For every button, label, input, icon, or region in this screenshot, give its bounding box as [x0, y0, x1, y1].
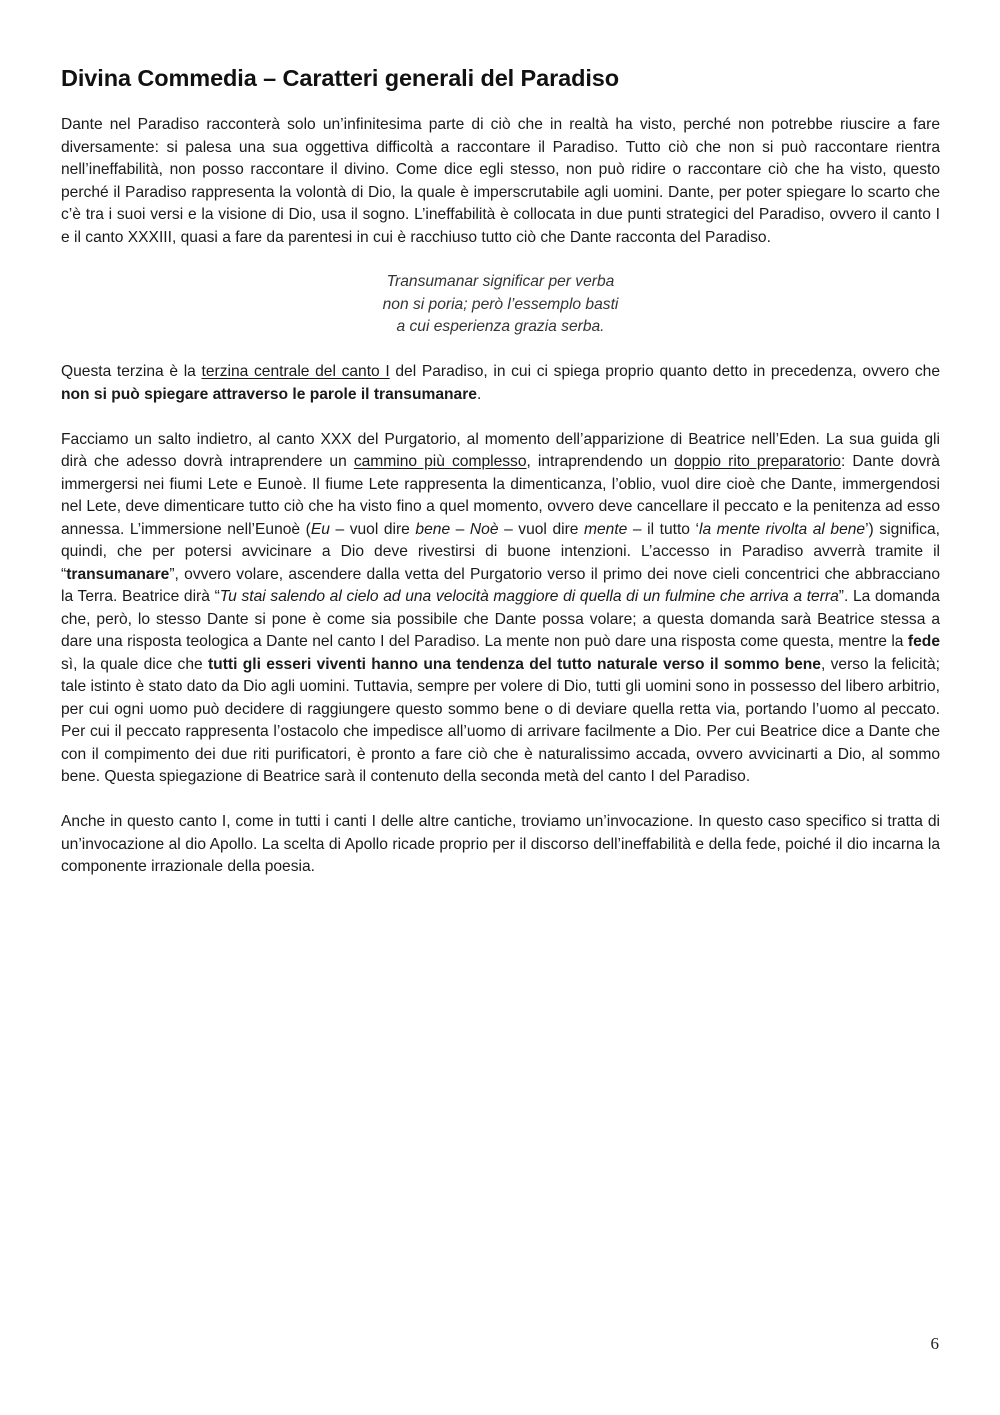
- paragraph-ineffabilita: Dante nel Paradiso racconterà solo un’infinitesima parte di ciò che in realtà ha visto, perché non potrebbe riuscire a fare diversamente: si palesa una sua oggettiva difficoltà a raccontare il Paradiso. Tutto ciò che non si può raccontare rientra nell’ineffabilità, non posso raccontare il divino. Come dice egli stesso, non può ridire o raccontare ciò che ha visto, questo perché il Paradiso rappresenta la volontà di Dio, la quale è imperscrutabile agli uomini. Dante, per poter spiegare lo scarto che c’è tra i suoi versi e la visione di Dio, usa il sogno. L’ineffabilità è collocata in due punti strategici del Paradiso, ovvero il canto I e il canto XXXIII, quasi a fare da parentesi in cui è racchiuso tutto ciò che Dante racconta del Paradiso.: [61, 116, 940, 246]
- poem-terzina: [61, 271, 940, 339]
- italic-text: bene: [415, 520, 451, 538]
- bold-text: tutti gli esseri viventi hanno una tendenza del tutto naturale verso il sommo bene: [207, 655, 821, 673]
- text-span: ”. La domanda che, però, lo stesso Dante si pone è come sia possibile che Dante possa volare; a questa domanda sarà Beatrice stessa a dare una risposta teologica a Dante nel canto I del Paradiso. La mente non può dare una risposta come questa, mentre la: [61, 588, 940, 650]
- text-span: –: [450, 520, 470, 538]
- bold-text: fede: [907, 633, 940, 650]
- document-page: [61, 58, 940, 879]
- text-span: – vuol dire: [498, 520, 585, 538]
- text-span: del Paradiso, in cui ci spiega proprio quanto detto in precedenza, ovvero che: [389, 363, 940, 380]
- text-span: – vuol dire: [329, 520, 416, 538]
- text-span: ”, ovvero volare, ascendere dalla vetta del Purgatorio verso il primo dei nove cieli concentrici che abbracciano la Terra. Beatrice dirà “: [61, 565, 940, 605]
- text-span: – il tutto ‘: [627, 520, 699, 538]
- text-span: ’) significa, quindi, che per potersi avvicinare a Dio deve rivestirsi di buone intenzioni. L’accesso in Paradiso avverrà tramite il “: [61, 520, 940, 583]
- italic-text: Eu: [310, 520, 330, 538]
- text-span: , verso la felicità; tale istinto è stato dato da Dio agli uomini. Tuttavia, sempre per volere di Dio, tutti gli uomini sono in possesso del libero arbitrio, per cui ogni uomo può decidere di raggiungere questo sommo bene o di deviare quella retta via, portando l’uomo al peccato. Per cui il peccato rappresenta l’ostacolo che impedisce all’uomo di arrivare facilmente a Dio. Per cui Beatrice dice a Dante che con il compimento dei due riti purificatori, è pronto a fare ciò che è naturalissimo accada, ovvero avvicinarti a Dio, al sommo bene. Questa spiegazione di Beatrice sarà il contenuto della seconda metà del canto I del Paradiso.: [61, 655, 940, 785]
- paragraph-purgatorio: [61, 429, 940, 789]
- underlined-text: terzina centrale del canto I: [201, 363, 390, 380]
- paragraph-terzina-centrale: [61, 361, 940, 406]
- text-span: Facciamo un salto indietro, al canto XXX del Purgatorio, al momento dell’apparizione di Beatrice nell’Eden. La sua guida gli dirà che adesso dovrà intraprendere un: [61, 430, 940, 470]
- poem-line-3: a cui esperienza grazia serba.: [396, 318, 605, 335]
- text-span: , intraprendendo un: [526, 453, 675, 470]
- text-span: Questa terzina è la: [61, 363, 202, 380]
- text-span: : Dante dovrà immergersi nei fiumi Lete e Eunoè. Il fiume Lete rappresenta la dimenticanza, l’oblio, vuol dire cioè che Dante, immergendosi nel Lete, deve dimenticare tutto ciò che ha visto fino a quel momento, ovvero deve cancellare il peccato e la penitenza ad esso annessa. L’immersione nell’Eunoè (: [61, 453, 940, 538]
- italic-text: Tu stai salendo al cielo ad una velocità maggiore di quella di un fulmine che arriva a terra: [219, 588, 839, 605]
- text-span: sì, la quale dice che: [61, 655, 208, 673]
- page-number: 6: [930, 1334, 939, 1353]
- document-title: Divina Commedia – Caratteri generali del Paradiso: [61, 65, 619, 91]
- paragraph-invocazione: Anche in questo canto I, come in tutti i canti I delle altre cantiche, troviamo un’invocazione. In questo caso specifico si tratta di un’invocazione al dio Apollo. La scelta di Apollo ricade proprio per il discorso dell’ineffabilità e della fede, poiché il dio incarna la componente irrazionale della poesia.: [61, 813, 940, 875]
- bold-text: transumanare: [66, 565, 170, 583]
- poem-line-1: Transumanar significar per verba: [386, 273, 615, 290]
- underlined-text: cammino più complesso: [353, 453, 527, 470]
- poem-line-2: non si poria; però l’essemplo basti: [382, 295, 619, 313]
- italic-text: la mente rivolta al bene: [698, 520, 866, 538]
- text-span: .: [476, 385, 482, 403]
- italic-text: Noè: [469, 520, 499, 538]
- underlined-text: doppio rito preparatorio: [674, 453, 841, 470]
- bold-text: non si può spiegare attraverso le parole il transumanare: [61, 385, 477, 403]
- italic-text: mente: [584, 520, 628, 538]
